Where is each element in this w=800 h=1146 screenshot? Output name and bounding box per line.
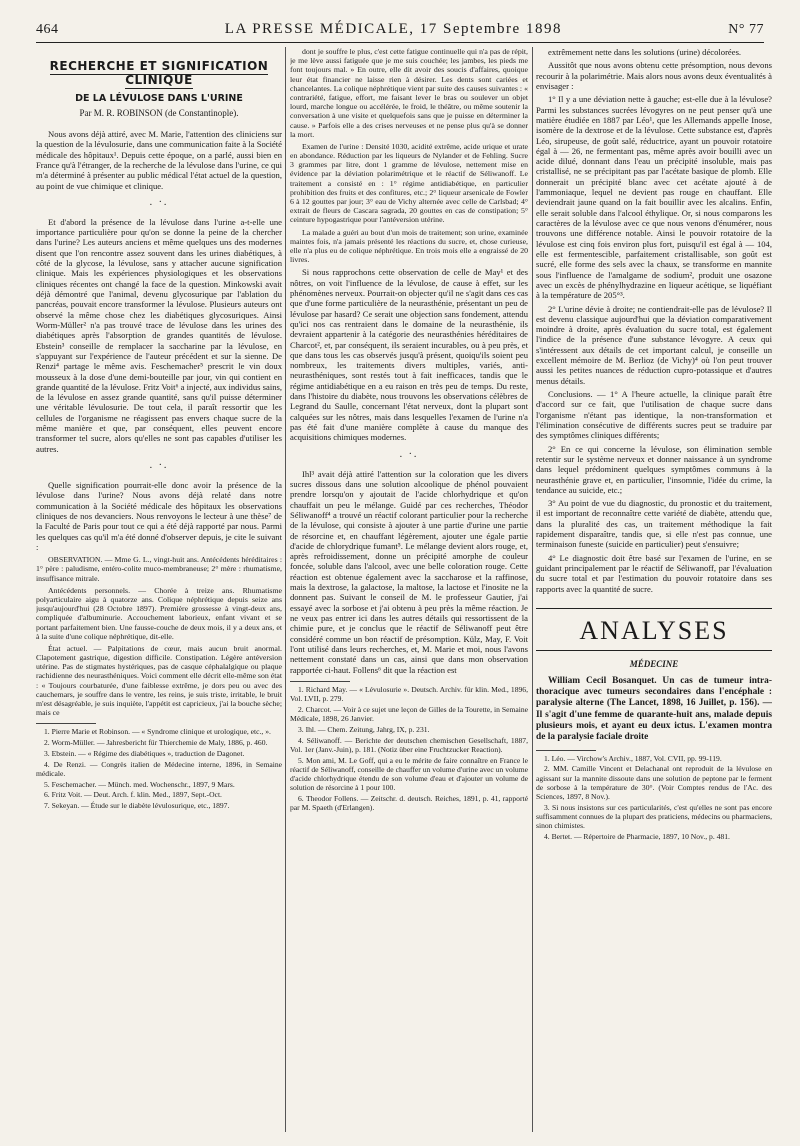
footnote: 5. Feschemacher. — Münch. med. Wochenschr., 1897, 9 Mars. <box>44 779 235 789</box>
footnote: 2. Worm-Müller. — Jahresbericht für Thierchemie de Maly, 1886, p. 460. <box>44 738 268 748</box>
page-number: 464 <box>36 22 59 37</box>
column-rule <box>532 47 533 1132</box>
section-dots: . ·. <box>399 448 419 460</box>
issue-number: N° 77 <box>728 22 764 37</box>
footnote: 3. Si nous insistons sur ces particularités, c'est qu'elles ne sont pas encore suffisamment connues de la plupart des praticiens, médecins ou pharmaciens, sinon chimistes. <box>536 802 772 831</box>
column-1 <box>36 47 282 1132</box>
paragraph: 3° Au point de vue du diagnostic, du pronostic et du traitement, il est important de reconnaître cette variété de diabète, attendu que, dans la pluralité des cas, un traitement méthodique la fait rapidement disparaître, tandis que, si elle n'est pas connue, une terminaison funeste (suicide en particulier) peut s'ensuivre; <box>536 498 772 550</box>
footnote: 7. Sekeyan. — Étude sur le diabète lévulosurique, etc., 1897. <box>44 801 230 811</box>
paragraph: Aussitôt que nous avons obtenu cette présomption, nous devons recourir à la polarimétrie. Mais alors nous avons deux éventualités à envisager : <box>536 60 772 91</box>
footnote: 4. Bertet. — Répertoire de Pharmacie, 1897, 10 Nov., p. 481. <box>544 832 730 842</box>
observation-paragraph: dont je souffre le plus, c'est cette fatigue continuelle qui n'a pas de répit, je me lève aussi fatiguée que je me suis couchée; les jambes, les pieds me font toujours mal. » En outre, elle dit avoir des soucis d'affaires, quoique leur état financier ne laisse rien à désirer. Les dents sont cariées et chancelantes. La colique néphrétique vient par suite des causes suivantes : « contrariété, fatigue, effort, me faisant lever le bras ou soulever un objet lourd, marche longue ou accélérée, le froid, le théâtre, ou même soutenir la conversation à une visite et quelquefois sans que je puisse en déterminer la cause. » Parfois elle a des crises nerveuses et ne pense plus qu'à se donner la mort. <box>290 47 528 139</box>
footnote: 2. Charcot. — Voir à ce sujet une leçon de Gilles de la Tourette, in Semaine Médicale, 1898, 26 Janvier. <box>290 704 528 724</box>
footnote: 1. Léo. — Virchow's Archiv., 1887, Vol. CVII, pp. 99-119. <box>544 753 722 763</box>
observation-paragraph: État actuel. — Palpitations de cœur, mais aucun bruit anormal. Clapotement gastrique, digestion difficile. Constipation. Légère antéversion utérine. Pas de stigmates hystériques, pas de casque céphalalgique ou plaque rachidienne des neurasthéniques. Voici comment elle décrit elle-même son état : « Toujours courbaturée, d'une faiblesse extrême, je dors peu ou avec des cauchemars, je souffre dans le ventre, les reins, je suis triste, irritable, le bruit m'est désagréable, je suis inquiète, l'appétit est capricieux, j'ai la bouche sèche; mais ce <box>36 643 282 718</box>
running-head <box>36 18 764 43</box>
observation-paragraph: La malade a guéri au bout d'un mois de traitement; son urine, examinée maintes fois, n'a jamais présenté les réactions du sucre, et, chose curieuse, elle n'a plus eu de colique néphrétique. En trois mois elle a engraissé de 20 livres. <box>290 227 528 265</box>
footnote: 6. Fritz Voit. — Deut. Arch. f. klin. Med., 1897, Sept.-Oct. <box>44 790 222 800</box>
article-title: RECHERCHE ET SIGNIFICATION CLINIQUE <box>49 59 269 88</box>
column-2 <box>290 47 528 1132</box>
paragraph: 4° Le diagnostic doit être basé sur l'examen de l'urine, en se guidant principalement par le réactif de Séliwanoff, par l'évaluation du sucre total et par l'estimation du pouvoir rotatoire dans ses rapports avec la quantité de sucre. <box>536 552 772 594</box>
footnote: 2. MM. Camille Vincent et Delachanal ont reproduit de la lévulose en agissant sur la mannite dissoute dans une solution de peptone par le ferment de sorbose à la température de 30°. (Voir Comptes rendus de l'Ac. des Sciences, 1897, 8 Nov.). <box>536 764 772 802</box>
article-subtitle: DE LA LÉVULOSE DANS L'URINE <box>75 92 243 104</box>
journal-title: LA PRESSE MÉDICALE, 17 Septembre 1898 <box>224 21 562 37</box>
paragraph: Si nous rapprochons cette observation de celle de May¹ et des nôtres, on voit l'influence de la lévulose, de cause à effet, sur les phénomènes nerveux. Pourrait-on objecter qu'il ne s'agit dans ces cas que d'une forme particulière de la neurasthénie, présentant un peu de lévulose par hasard? Ce serait une objection sans fondement, attendu qu'ici nos cas rentraient dans le domaine de la neurasthénie, ils devraient appartenir à la catégorie des neurasthénies héréditaires de Charcot², et, par conséquent, ils seraient incurables, ou à peu près, et que dans tous les cas observés jusqu'à présent, quoiqu'ils soient peu nombreux, les traitements divers multiples, variés, anti-neurasthéniques, sont restés tout à fait inefficaces, tandis que le régime antidiabétique en a eu raison en très peu de temps. Du reste, dans l'histoire du diabète, nous trouvons les observations célèbres de Legrand du Saulle, concernant l'état nerveux, dont la plupart sont calquées sur les nôtres, mais dans lesquelles l'examen de l'urine n'a pas été fait d'une manière complète à cause du manque des acquisitions chimiques modernes. <box>290 267 528 443</box>
paragraph: Quelle signification pourrait-elle donc avoir la présence de la lévulose dans l'urine? Nous avons déjà relaté dans notre communication à la Société médicale des hôpitaux les observations cliniques de nos devanciers. Nous renvoyons le lecteur à une thèse⁷ de la Faculté de Paris pour tout ce qui a été déjà rapporté par nous. Parmi les quelques cas qu'il m'a été donné d'observer depuis, je cite le suivant : <box>36 480 282 552</box>
paragraph: Nous avons déjà attiré, avec M. Marie, l'attention des cliniciens sur la question de la lévulosurie, dans une communication faite à la Société médicale des hôpitaux¹. Depuis cette époque, on a parlé, aussi bien en France qu'à l'étranger, de la recherche de la lévulose dans l'urine, ce qui m'a déterminé à présenter au public médical l'état actuel de la question, au point de vue chimique et clinique. <box>36 128 282 191</box>
article-byline: Par M. R. ROBINSON (de Constantinople). <box>79 108 239 119</box>
footnote: 4. De Renzi. — Congrès italien de Médecine interne, 1896, in Semaine médicale. <box>36 759 282 778</box>
footnote: 4. Séliwanoff. — Berichte der deutschen chemischen Gesellschaft, 1887, Vol. 1er (Janv.-Juin), p. 181. (Notiz über eine Fruchtzucker Reaction). <box>290 735 528 754</box>
paragraph: Et d'abord la présence de la lévulose dans l'urine a-t-elle une importance particulière pour qu'on se donne la peine de la chercher dans l'urine? Les auteurs anciens et même quelques uns des modernes disent que l'on rencontre assez souvent dans les urines diabétiques, à côté de la glycose, la lévulose, sans y attacher aucune signification clinique. Mais les expériences physiologiques et les observations cliniques récentes ont changé la face de la question. Minkowski avait déjà démontré que l'animal, devenu glycosurique par l'ablation du pancréas, pouvait encore transformer la lévulose. Plusieurs auteurs ont observé la même chose chez les diabétiques glycosuriques. Ainsi Worm-Müller² n'a pas trouvé trace de lévulose dans les urines des diabétiques après l'absorption de grandes quantités de lévulose. Ebstein³ conseille de remplacer la saccharine par la lévulose, en s'appuyant sur l'expérience de l'auteur précédent et sur la sienne. De Renzi⁴ partage le même avis. Feschemacher⁵ prescrit le vin doux mousseux à la dose d'une demi-bouteille par jour, vin qui contient en grande quantité de la lévulose. Fritz Voit⁶ a injecté, aux individus sains, de la lévulose en assez grande quantité, sans qu'il puisse déterminer une véritable lévulosurie. De tout cela, il paraît ressortir que les cellules de l'organisme ne réagissent pas envers chaque sucre de la même manière et que, par conséquent, elles peuvent encore transformer tel sucre, alors qu'elles ne sont pas capables d'utiliser les autres. <box>36 216 282 454</box>
section-dots: . ·. <box>149 196 169 208</box>
observation-paragraph: OBSERVATION. — Mme G. L., vingt-huit ans. Antécédents héréditaires : 1° père : paludisme, entéro-colite muco-membraneuse; 2° mère : rhumatisme, insuffisance mitrale. <box>36 555 282 583</box>
footnote-separator <box>36 723 96 724</box>
footnote: 3. Ebstein. — « Régime des diabétiques », traduction de Dagonet. <box>44 748 245 758</box>
footnote: 3. Ihl. — Chem. Zeitung, Jahrg, IX, p. 231. <box>298 724 430 734</box>
footnote: 5. Mon ami, M. Le Goff, qui a eu le mérite de faire connaître en France le réactif de Séliwanoff, conseille de chauffer un volume d'urine avec un volume d'acide chlorhydrique étendu de son volume d'eau et d'ajouter un volume de solution de résorcine à 1 pour 100. <box>290 755 528 793</box>
column-rule <box>285 47 286 1132</box>
paragraph: 2° L'urine dévie à droite; ne contiendrait-elle pas de lévulose? Il est devenu classique aujourd'hui que la déviation comparativement moindre à droite, après évaluation du sucre total, est également l'indice de la présence d'une substance lévogyre. A ceux qui s'intéressent aux détails de cet important calcul, je conseille un excellent mémoire de M. Berlioz (de Vichy)⁴ où l'on peut trouver aussi les petites nuances de réduction cupro-potassique et d'autres menus détails. <box>536 303 772 386</box>
paragraph: 2° En ce qui concerne la lévulose, son élimination semble retentir sur le système nerveux et donner naissance à un syndrome dans lequel prédominent quelques symptômes communs à la neurasthénie grave et, en particulier, l'insomnie, l'idée du crime, la tendance au suicide, etc.; <box>536 443 772 495</box>
footnote-separator <box>536 750 596 751</box>
footnote: 1. Richard May. — « Lévulosurie ». Deutsch. Archiv. für klin. Med., 1896, Vol. LVII, p. 279. <box>290 684 528 704</box>
section-heading: ANALYSES <box>536 608 772 651</box>
footnote: 6. Theodor Follens. — Zeitschr. d. deutsch. Reiches, 1891, p. 41, rapporté par M. Spaeth (d'Erlangen). <box>290 794 528 813</box>
subsection-heading: MÉDECINE <box>629 659 679 670</box>
observation-paragraph: Antécédents personnels. — Chorée à treize ans. Rhumatisme polyarticulaire aigu à quatorze ans. Colique néphrétique depuis seize ans jusqu'aujourd'hui (28 Octobre 1897). Première grossesse à vingt-deux ans, compliquée d'albuminurie. Accouchement laborieux, enfant vivant et se portant parfaitement bien. Une fausse-couche de deux mois, il y a deux ans, et à la suite d'une colique néphrétique, dit-elle. <box>36 585 282 641</box>
analysis-entry: William Cecil Bosanquet. Un cas de tumeur intra-thoracique avec tumeurs secondaires dans l'encéphale : paralysie alterne (The Lancet, 1898, 16 Juillet, p. 156). — Il s'agit d'une femme de quarante-huit ans, malade depuis plusieurs mois, et ayant eu deux ictus. L'examen montra de la paralysie faciale droite <box>536 675 772 743</box>
paragraph: Ihl³ avait déjà attiré l'attention sur la coloration que les divers sucres dissous dans une solution alcoolique de phénol pouvaient prendre lorsqu'on y ajoutait de l'acide chlorhydrique et qu'on chauffait un peu le mélange. Guidé par ces recherches, Théodor Séliwanoff⁴ a trouvé un réactif colorant particulier pour la recherche de la lévulose, qui consiste à ajouter à une partie d'urine une partie de résorcine et, en chauffant légèrement, ajouter une égale partie d'acide de chlorydrique fumant⁵. Le mélange devient alors rouge, et, après refroidissement, donne un précipité amorphe de couleur foncée, soluble dans l'alcool, avec une belle coloration rouge. Cette réaction est obtenue également avec la saccharose et la raffinose, mais la dextrose, la galactose, la maltose, la lactose et l'inosite ne la donnent pas. Suivant le conseil de M. le professeur Gautier, j'ai essayé avec la sorbose et j'ai obtenu à peu près la même réaction. Je ne veux pas entrer ici dans les autres détails qui ressortissent de la chimie pure, et je conclus que le réactif de Séliwanoff peut être considéré comme un bon réactif de présomption. Külz, May, F. Voit l'ont utilisé dans leurs recherches, et, M. Marie et moi, nous l'avons nettement constaté dans un cas, ainsi que dans mon observation rapportée ci-haut. Follens⁶ dit que la réaction est <box>290 468 528 675</box>
section-dots: . ·. <box>149 460 169 472</box>
paragraph: 1° Il y a une déviation nette à gauche; est-elle due à la lévulose? Parmi les substances sucrées lévogyres on ne peut penser qu'à une matière étudiée en 1887 par Léo¹, que les Allemands appelle Inose, isomère de la dextrose et de la lévulose. Cette substance est, d'après Léo, sirupeuse, de goût salé, réductrice, ayant un pouvoir rotatoire égal à — 26, ne fermentant pas, même après avoir bouilli avec un acide dilué, donnant dans l'eau un précipité insoluble, mais pas cristallisé, ne se précipitant pas par l'acétate basique de plomb. Elle donnerait un précipité blanc avec cet acétate ajouté à de l'ammoniaque, lequel ne devient pas rouge en chauffant. Elle deviendrait jaune quand on la fait bouillir avec les alcalins. Enfin, elle serait soluble dans l'alcool éthylique. Or, si nous comparons les caractères de la lévulose avec ce que nous venons d'énumérer, nous trouvons une différence notable. Ainsi le pouvoir rotatoire de la lévulose est cinq fois environ plus fort, puisqu'il est égal à — 104, elle est fermentescible, parfaitement cristallisable, son goût est sucré, elle forme des sels avec la chaux, se transforme en mannite sous l'influence de l'amalgame de sodium², produit une osazone avec un excès de phénylhydrazine en liqueur acétique, se liquéfiant à la température de 205°³. <box>536 94 772 301</box>
observation-paragraph: Examen de l'urine : Densité 1030, acidité extrême, acide urique et urate en abondance. Réduction par les liqueurs de Nylander et de Fehling. Sucre 3 grammes par litre, dont 1 gramme de lévulose, nettement mise en évidence par la déviation polarimétrique et le réactif de Séliwanoff. Le traitement a consisté en : 1° régime antidiabétique, en particulier prohibition des fruits et des confitures, etc.; 2° liqueur arsenicale de Fowler 6 à 12 gouttes par jour; 3° eau de Vichy alternée avec celle de Carlsbad; 4° extrait de fleurs de Cascara sagrada, 20 gouttes en cas de constipation; 5° ceinture hypogastrique pour l'antéversion utérine. <box>290 141 528 225</box>
column-3 <box>536 47 772 1132</box>
paragraph: extrêmement nette dans les solutions (urine) décolorées. <box>548 47 742 57</box>
paragraph: Conclusions. — 1° A l'heure actuelle, la clinique paraît être d'accord sur ce fait, que l'utilisation de chaque sucre dans l'organisme n'étant pas identique, la non-transformation et l'élimination consécutive de différents sucres peut se traduire par des symptômes cliniques différents; <box>536 389 772 441</box>
footnote: 1. Pierre Marie et Robinson. — « Syndrome clinique et urologique, etc., ». <box>44 727 271 737</box>
footnote-separator <box>290 681 350 682</box>
